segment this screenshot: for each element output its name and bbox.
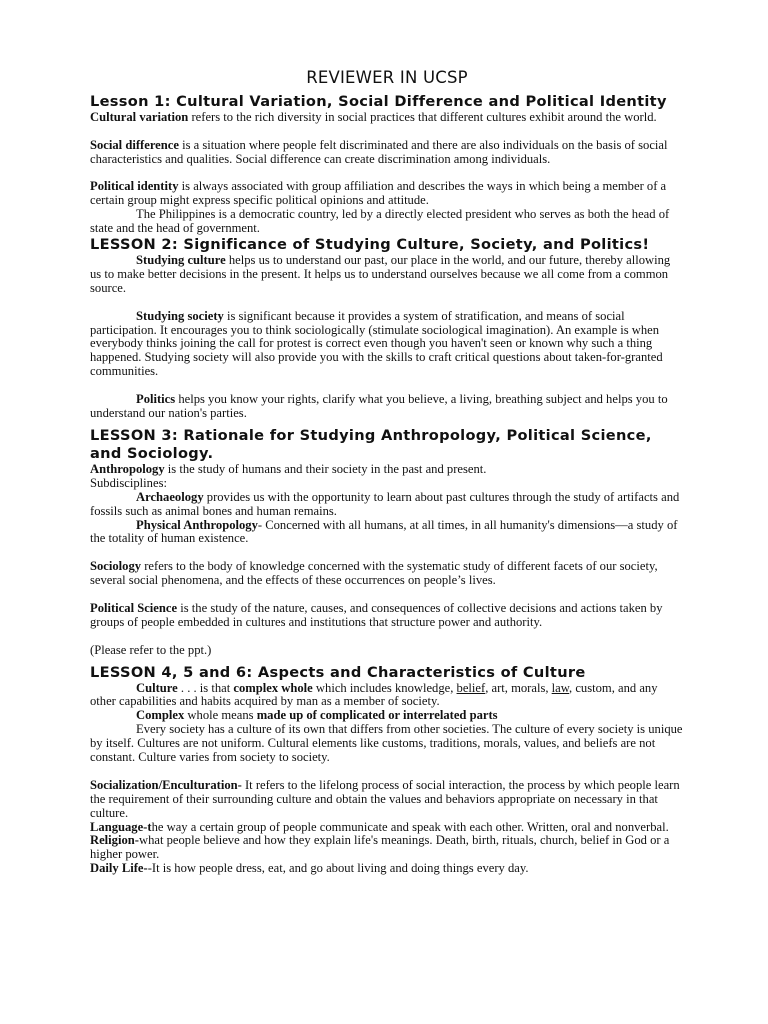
political-science-paragraph [90,602,684,630]
politics-term: Politics [136,392,176,407]
studying-society-paragraph [90,310,684,380]
social-difference-term: Social difference [90,137,179,152]
anthropology-paragraph [90,463,684,477]
studying-culture-term: Studying culture [136,253,226,268]
ppt-note: (Please refer to the ppt.) [90,642,212,657]
socialization-paragraph [90,779,684,821]
cultural-variation-term: Cultural variation [90,109,189,124]
language-text: he way a certain group of people communicate and speak with each other. Written, oral and nonverbal. [151,819,669,834]
political-identity-paragraph [90,180,684,208]
belief-word: belief [456,680,486,695]
socialization-text: It refers to the lifelong process of social interaction, the process by which people learn the requirement of their surrounding culture and obtain the values and behaviors appropriate on necessary in that culture. [90,777,680,820]
culture-text-d: , custom, and any other capabilities and habits acquired by man as a member of society. [90,680,658,709]
complex-whole-term: complex whole [233,680,313,695]
sociology-text: refers to the body of knowledge concerned with the systematic study of different facets of our society, several social phenomena, and the effects of these occurrences on people’s lives. [90,559,658,588]
culture-text-c: , art, morals, [485,680,552,695]
every-society-paragraph: Every society has a culture of its own that differs from other societies. The culture of every society is unique by itself. Cultures are not uniform. Cultural elements like customs, traditions, morals, values, and beliefs are not constant. Culture varies from society to society. [90,722,683,765]
studying-culture-paragraph [90,254,684,296]
religion-paragraph [90,834,684,862]
complex-definition: made up of complicated or interrelated parts [256,708,498,723]
politics-text: helps you know your rights, clarify what you believe, a living, breathing subject and helps you to understand our nation's parties. [90,392,668,420]
complex-text: whole means [184,708,257,723]
political-science-text: is the study of the nature, causes, and consequences of collective decisions and actions taken by groups of people embedded in cultures and institutions that structure power and authority. [90,600,663,629]
political-science-term: Political Science [90,600,178,615]
political-identity-term: Political identity [90,179,179,194]
studying-society-text: is significant because it provides a system of stratification, and means of social participation. It encourages you to think sociologically (stimulate sociological imagination). An example is when everybody thinks joining the call for protest is correct even though you haven't seen or known why such a thing happened. Studying society will also provide you with the skills to craft critical questions about taken-for-granted communities. [90,308,663,379]
religion-term: Religion- [90,833,139,848]
lesson-4-heading: LESSON 4, 5 and 6: Aspects and Characteristics of Culture [90,663,586,681]
political-identity-text: is always associated with group affiliation and describes the ways in which being a member of a certain group might express specific political opinions and attitude. [90,179,667,208]
archaeology-term: Archaeology [136,489,204,504]
culture-text-b: which includes knowledge, [312,680,457,695]
complex-term: Complex [136,708,185,723]
daily-life-paragraph [90,862,684,876]
lesson-3-heading: LESSON 3: Rationale for Studying Anthropology, Political Science, and Sociology. [90,426,652,462]
social-difference-paragraph [90,139,684,167]
archaeology-text: provides us with the opportunity to learn about past cultures through the study of artifacts and fossils such as animal bones and human remains. [90,489,680,518]
document-title: REVIEWER IN UCSP [306,68,468,87]
social-difference-text: is a situation where people felt discriminated and there are also individuals on the basis of social characteristics and qualities. Social difference can create discrimination among individuals. [90,137,668,166]
studying-society-term: Studying society [136,308,224,323]
complex-paragraph [90,709,684,723]
cultural-variation-paragraph [90,111,684,125]
religion-text: what people believe and how they explain life's meanings. Death, birth, rituals, church, belief in God or a higher power. [90,833,670,862]
physical-anthropology-text: - Concerned with all humans, at all times, in all humanity's dimensions—a study of the totality of human existence. [90,517,678,546]
sociology-term: Sociology [90,559,142,574]
lesson-2-heading: LESSON 2: Significance of Studying Culture, Society, and Politics! [90,236,650,254]
sociology-paragraph [90,560,684,588]
physical-anthropology-term: Physical Anthropology [136,517,258,532]
culture-term: Culture [136,680,178,695]
lesson-1-heading: Lesson 1: Cultural Variation, Social Difference and Political Identity [90,92,667,110]
language-paragraph [90,821,684,835]
culture-text-a: . . . is that [177,680,234,695]
law-word: law [551,680,570,695]
cultural-variation-text: refers to the rich diversity in social practices that different cultures exhibit around the world. [188,109,657,124]
daily-life-text: -It is how people dress, eat, and go about living and doing things every day. [147,861,529,876]
politics-paragraph [90,393,684,421]
philippines-paragraph: The Philippines is a democratic country, led by a directly elected president who serves as both the head of state and the head of government. [90,207,670,236]
culture-definition-paragraph [90,682,684,710]
socialization-term: Socialization/Enculturation- [90,777,242,792]
daily-life-term: Daily Life- [90,861,148,876]
studying-culture-text: helps us to understand our past, our place in the world, and our future, thereby allowing us to make better decisions in the present. It helps us to understand ourselves because we all come from a common source. [90,253,671,295]
language-term: Language-t [90,819,152,834]
anthropology-text: is the study of humans and their society in the past and present. [164,461,487,476]
anthropology-term: Anthropology [90,461,165,476]
subdisciplines-label: Subdisciplines: [90,475,167,490]
archaeology-paragraph [90,491,684,519]
physical-anthropology-paragraph [90,519,684,547]
